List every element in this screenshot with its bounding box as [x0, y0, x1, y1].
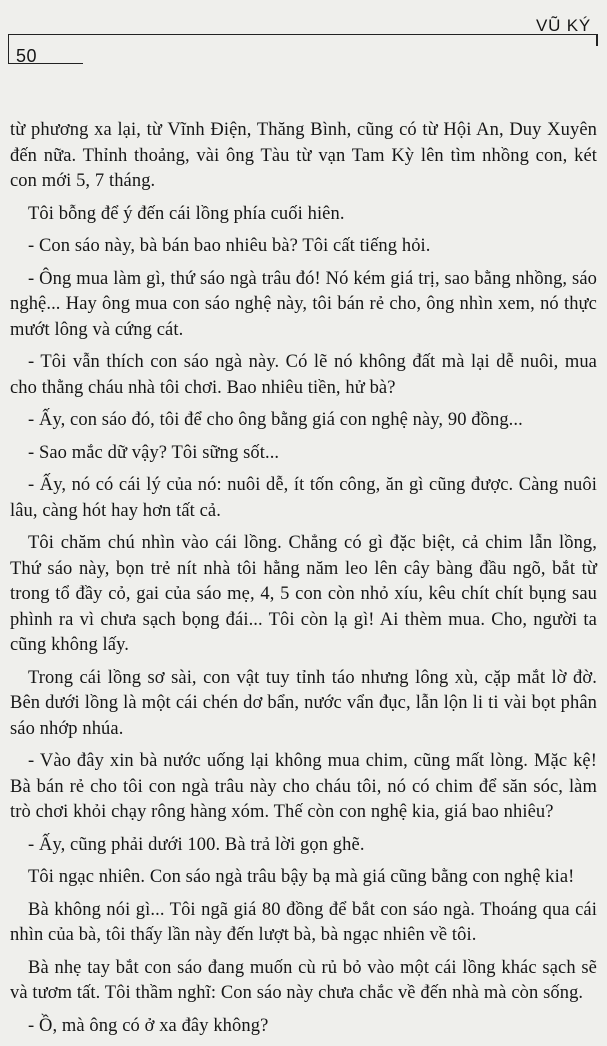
header-rule [8, 34, 598, 35]
paragraph: - Vào đây xin bà nước uống lại không mua chim, cũng mất lòng. Mặc kệ! Bà bán rẻ cho tôi con ngà trâu này cho cháu tôi, nó có chim để săn sóc, làm trò chơi khỏi chạy rông hàng xóm. Thế còn con nghệ kia, giá bao nhiêu? [10, 751, 597, 822]
paragraph: - Sao mắc dữ vậy? Tôi sững sốt... [28, 442, 280, 463]
paragraph: - Ấy, nó có cái lý của nó: nuôi dễ, ít tốn công, ăn gì cũng được. Càng nuôi lâu, càng hót hay hơn tất cả. [10, 475, 597, 521]
page-body [10, 118, 597, 1046]
paragraph: Tôi ngạc nhiên. Con sáo ngà trâu bậy bạ mà giá cũng bằng con nghệ kia! [28, 867, 575, 887]
paragraph: - Ấy, con sáo đó, tôi để cho ông bằng giá con nghệ này, 90 đồng... [28, 410, 523, 430]
header-right-rule [596, 34, 598, 46]
paragraph: - Tôi vẫn thích con sáo ngà này. Có lẽ nó không đất mà lại dễ nuôi, mua cho thằng cháu nhà tôi chơi. Bao nhiêu tiền, hử bà? [10, 352, 597, 398]
paragraph: từ phương xa lại, từ Vĩnh Điện, Thăng Bình, cũng có từ Hội An, Duy Xuyên đến nữa. Thỉnh thoảng, vài ông Tàu từ vạn Tam Kỳ lên tìm nhồng con, két con mới 5, 7 tháng. [10, 120, 597, 191]
paragraph: Tôi bỗng để ý đến cái lồng phía cuối hiên. [28, 203, 345, 224]
page-header [8, 18, 598, 74]
paragraph: - Ồ, mà ông có ở xa đây không? [28, 1015, 269, 1036]
paragraph: Trong cái lồng sơ sài, con vật tuy tỉnh táo nhưng lông xù, cặp mắt lờ đờ. Bên dưới lồng là một cái chén dơ bẩn, nước vẩn đục, lẫn lộn li ti vài bọt phân sáo nhớp nhúa. [10, 667, 597, 739]
paragraph: - Ấy, cũng phải dưới 100. Bà trả lời gọn ghẽ. [28, 834, 365, 855]
paragraph: Bà nhẹ tay bắt con sáo đang muốn cù rủ bỏ vào một cái lồng khác sạch sẽ và tươm tất. Tôi thầm nghĩ: Con sáo này chưa chắc về đến nhà mà còn sống. [10, 957, 597, 1003]
paragraph: - Con sáo này, bà bán bao nhiêu bà? Tôi cất tiếng hỏi. [28, 236, 431, 256]
paragraph: Tôi chăm chú nhìn vào cái lồng. Chẳng có gì đặc biệt, cả chim lẫn lồng, Thứ sáo này, bọn trẻ nít nhà tôi hằng năm leo lên cây bàng đầu ngõ, bắt từ trong tổ đầy cỏ, gai của sáo mẹ, 4, 5 con còn nhỏ xíu, kêu chít chít bụng sau phình ra vì chưa sạch bọng đái... Tôi còn lạ gì! Ai thèm mua. Cho, người ta cũng không lấy. [10, 533, 597, 655]
paragraph: - Ông mua làm gì, thứ sáo ngà trâu đó! Nó kém giá trị, sao bằng nhồng, sáo nghệ... Hay ông mua con sáo nghệ này, tôi bán rẻ cho, ông nhìn xem, nó thực mướt lông và cứng cát. [10, 268, 597, 340]
running-title: VŨ KÝ [535, 16, 591, 35]
paragraph: Bà không nói gì... Tôi ngã giá 80 đồng để bắt con sáo ngà. Thoáng qua cái nhìn của bà, tôi thấy lần này đến lượt bà, bà ngạc nhiên về tôi. [10, 899, 597, 945]
page-number: 50 [16, 46, 38, 66]
